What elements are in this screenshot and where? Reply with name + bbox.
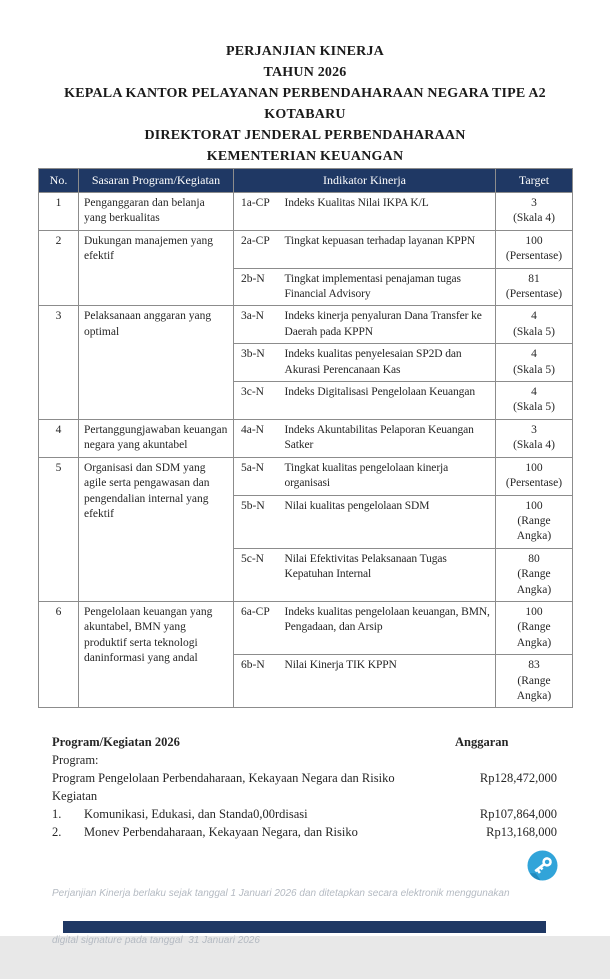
target-value: 3: [531, 197, 537, 209]
cell-indicator-code: 5a-N: [234, 457, 280, 495]
cell-indicator-code: 4a-N: [234, 419, 280, 457]
target-value: 83: [528, 659, 540, 672]
cell-target: [496, 193, 573, 231]
footer-note: [52, 855, 520, 979]
target-value: 100: [525, 461, 543, 474]
cell-sasaran: Pertanggungjawaban keuangan negara yang akuntabel: [79, 419, 234, 457]
cell-no: 4: [39, 419, 79, 457]
cell-no: 2: [39, 230, 79, 306]
cell-target: [496, 230, 573, 268]
cell-indicator-code: 6a-CP: [234, 601, 280, 654]
cell-indicator-text: Indeks kinerja penyaluran Dana Transfer ke Daerah pada KPPN: [280, 306, 496, 344]
cell-indicator-text: Nilai Kinerja TIK KPPN: [280, 655, 496, 708]
table-header-row: [39, 169, 573, 193]
target-value: 81: [528, 272, 540, 285]
cell-sasaran: Pelaksanaan anggaran yang optimal: [79, 306, 234, 419]
title-line: KEPALA KANTOR PELAYANAN PERBENDAHARAAN NEGARA TIPE A2: [64, 86, 546, 101]
program-name: Program Pengelolaan Perbendaharaan, Kekayaan Negara dan Risiko: [52, 771, 395, 785]
table-header-sasaran: Sasaran Program/Kegiatan: [79, 169, 234, 193]
cell-target: [496, 655, 573, 708]
cell-indicator-text: Nilai kualitas pengelolaan SDM: [280, 495, 496, 548]
cell-target: [496, 419, 573, 457]
cell-indicator-code: 3b-N: [234, 344, 280, 382]
target-value: 4: [531, 348, 537, 361]
target-value: 100: [525, 234, 543, 247]
kegiatan-label: Kegiatan: [52, 789, 98, 803]
cell-indicator-code: 6b-N: [234, 655, 280, 708]
table-row: [39, 306, 573, 344]
title-line: PERJANJIAN KINERJA: [226, 44, 384, 59]
cell-indicator-text: Nilai Efektivitas Pelaksanaan Tugas Kepatuhan Internal: [280, 548, 496, 601]
table-row: [39, 457, 573, 495]
cell-indicator-text: Tingkat implementasi penajaman tugas Financial Advisory: [280, 268, 496, 306]
table-header-indikator: Indikator Kinerja: [234, 169, 496, 193]
kegiatan-list: [52, 805, 557, 841]
table-row: [39, 601, 573, 654]
kegiatan-text: Monev Perbendaharaan, Kekayaan Negara, dan Risiko: [84, 825, 358, 839]
cell-indicator-code: 3c-N: [234, 382, 280, 420]
footer-note-line: Perjanjian Kinerja berlaku sejak tanggal 1 Januari 2026 dan ditetapkan secara elektronik menggunakan: [52, 888, 510, 899]
document-title-block: [0, 41, 610, 167]
program-amount: Rp128,472,000: [479, 771, 557, 785]
target-unit: (Skala 5): [513, 401, 555, 414]
bottom-page-bar: [63, 921, 546, 933]
target-unit: (Persentase): [505, 250, 563, 263]
title-line: DIREKTORAT JENDERAL PERBENDAHARAAN: [144, 128, 466, 143]
target-unit: (Range Angka): [516, 674, 552, 702]
cell-target: [496, 548, 573, 601]
cell-indicator-code: 5c-N: [234, 548, 280, 601]
target-unit: (Skala 4): [513, 212, 555, 225]
kegiatan-number: 2.: [52, 825, 62, 839]
cell-indicator-text: Indeks kualitas penyelesaian SP2D dan Akurasi Perencanaan Kas: [280, 344, 496, 382]
target-unit: (Persentase): [505, 288, 563, 301]
target-unit: (Range Angka): [516, 621, 552, 649]
cell-target: [496, 457, 573, 495]
kinerja-table: [38, 168, 573, 708]
cell-indicator-text: Indeks Kualitas Nilai IKPA K/L: [280, 193, 496, 231]
cell-sasaran: Pengelolaan keuangan yang akuntabel, BMN yang produktif serta teknologi daninformasi yang andal: [79, 601, 234, 707]
cell-indicator-text: Tingkat kepuasan terhadap layanan KPPN: [280, 230, 496, 268]
cell-target: [496, 495, 573, 548]
cell-indicator-code: 5b-N: [234, 495, 280, 548]
target-unit: (Skala 4): [513, 439, 555, 452]
program-label: Program:: [52, 753, 99, 767]
target-value: 3: [531, 423, 537, 436]
target-value: 100: [525, 499, 543, 512]
target-unit: (Range Angka): [516, 568, 552, 596]
kegiatan-item: [52, 823, 557, 841]
cell-target: [496, 382, 573, 420]
target-unit: (Skala 5): [513, 325, 555, 338]
cell-target: [496, 344, 573, 382]
target-value: 4: [531, 386, 537, 399]
target-value: 80: [528, 552, 540, 565]
cell-target: [496, 306, 573, 344]
cell-no: 5: [39, 457, 79, 601]
cell-indicator-code: 3a-N: [234, 306, 280, 344]
cell-no: 6: [39, 601, 79, 707]
cell-indicator-text: Indeks Akuntabilitas Pelaporan Keuangan Satker: [280, 419, 496, 457]
cell-target: [496, 601, 573, 654]
anggaran-heading: Anggaran: [455, 735, 509, 749]
title-line: TAHUN 2026: [263, 65, 347, 80]
cell-indicator-text: Indeks kualitas pengelolaan keuangan, BMN, Pengadaan, dan Arsip: [280, 601, 496, 654]
table-row: [39, 193, 573, 231]
cell-sasaran: Dukungan manajemen yang efektif: [79, 230, 234, 306]
target-unit: (Skala 5): [513, 363, 555, 376]
target-unit: (Range Angka): [516, 514, 552, 543]
table-row: [39, 230, 573, 268]
cell-indicator-code: 2a-CP: [234, 230, 280, 268]
kegiatan-amount: Rp107,864,000: [479, 807, 557, 821]
cell-sasaran: Penganggaran dan belanja yang berkualitas: [79, 193, 234, 231]
cell-indicator-text: Tingkat kualitas pengelolaan kinerja organisasi: [280, 457, 496, 495]
kegiatan-item: [52, 805, 557, 823]
target-unit: (Persentase): [505, 477, 563, 490]
program-anggaran-section: [52, 733, 557, 841]
cell-target: [496, 268, 573, 306]
table-header-no: No.: [39, 169, 79, 193]
cell-indicator-code: 1a-CP: [234, 193, 280, 231]
table-row: [39, 419, 573, 457]
title-line: KOTABARU: [264, 107, 346, 122]
kegiatan-amount: Rp13,168,000: [486, 825, 557, 839]
cell-no: 1: [39, 193, 79, 231]
target-value: 100: [525, 605, 543, 618]
cell-indicator-text: Indeks Digitalisasi Pengelolaan Keuangan: [280, 382, 496, 420]
program-kegiatan-heading: Program/Kegiatan 2026: [52, 735, 180, 749]
cell-indicator-code: 2b-N: [234, 268, 280, 306]
table-header-target: Target: [496, 169, 573, 193]
digital-signature-key-icon: [527, 850, 558, 881]
title-line: KEMENTERIAN KEUANGAN: [206, 149, 404, 164]
kegiatan-number: 1.: [52, 807, 62, 821]
footer-note-line: digital signature pada tanggal 31 Januari 2026: [52, 934, 260, 946]
cell-sasaran: Organisasi dan SDM yang agile serta pengawasan dan pengendalian internal yang efektif: [79, 457, 234, 601]
kegiatan-text: Komunikasi, Edukasi, dan Standa0,00rdisasi: [84, 807, 308, 821]
target-value: 4: [531, 310, 537, 323]
cell-no: 3: [39, 306, 79, 419]
